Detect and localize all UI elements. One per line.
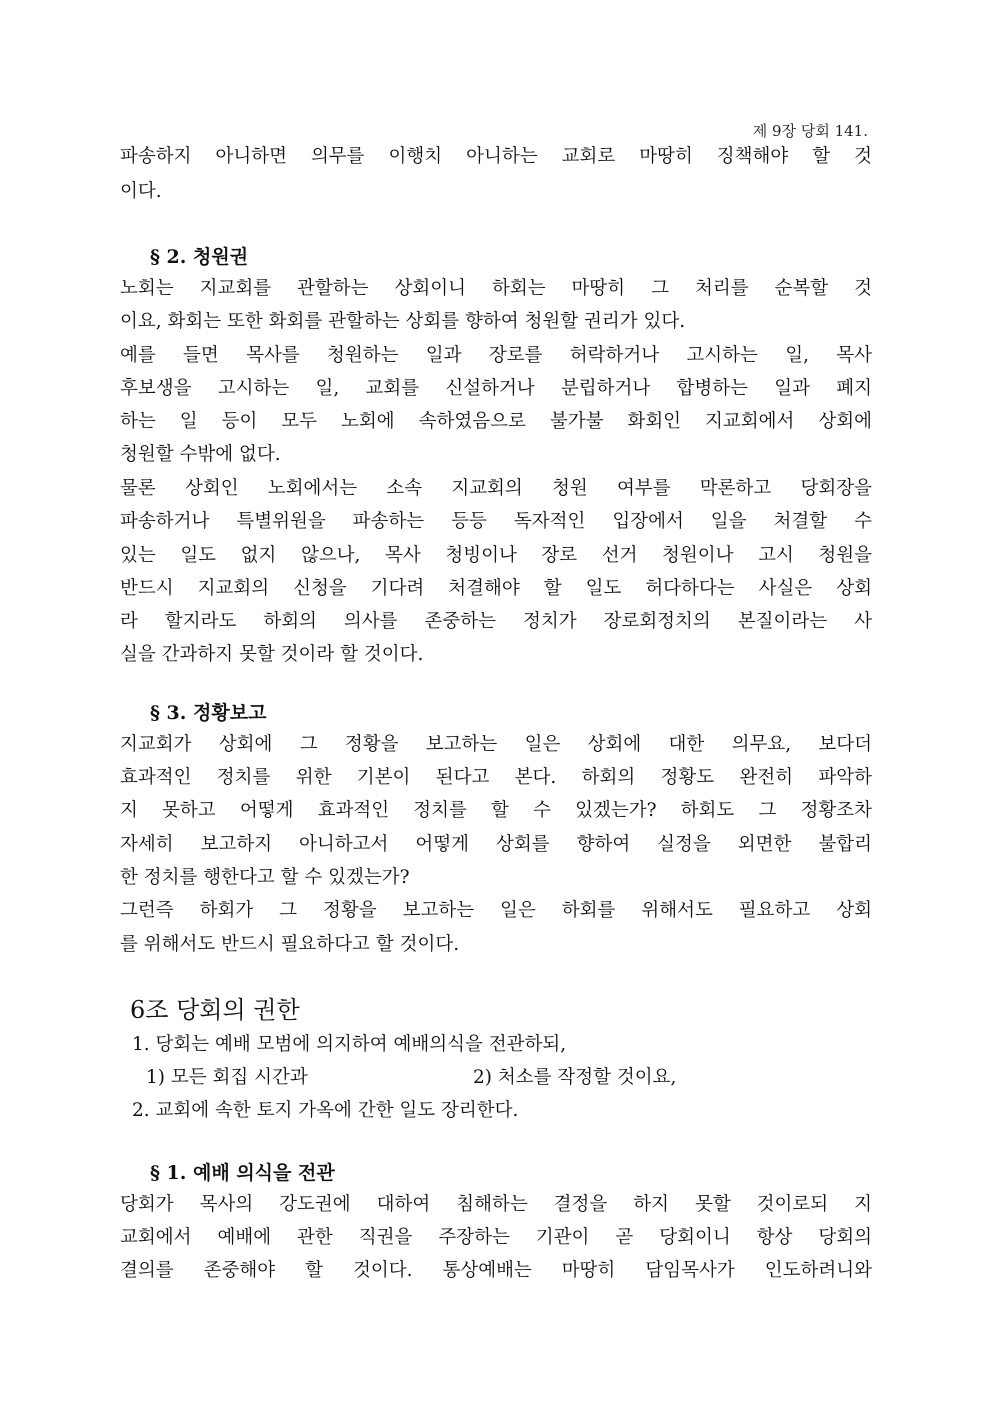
text-line: 자세히 보고하지 아니하고서 어떻게 상회를 향하여 실정을 외면한 불합리	[120, 834, 872, 855]
text-line: 지교회가 상회에 그 정황을 보고하는 일은 상회에 대한 의무요, 보다더	[120, 734, 872, 755]
text-line: 파송하거나 특별위원을 파송하는 등등 독자적인 입장에서 일을 처결할 수	[120, 511, 872, 532]
text-line: 그런즉 하회가 그 정황을 보고하는 일은 하회를 위해서도 필요하고 상회	[120, 900, 872, 921]
text-line: 파송하지 아니하면 의무를 이행치 아니하는 교회로 마땅히 징책해야 할 것	[120, 146, 872, 167]
text-line: 당회가 목사의 강도권에 대하여 침해하는 결정을 하지 못할 것이로되 지	[120, 1194, 872, 1215]
text-line: 예를 들면 목사를 청원하는 일과 장로를 허락하거나 고시하는 일, 목사	[120, 345, 872, 366]
text-line: 청원할 수밖에 없다.	[120, 444, 281, 465]
text-line: 이다.	[120, 181, 162, 202]
text-line: 후보생을 고시하는 일, 교회를 신설하거나 분립하거나 합병하는 일과 폐지	[120, 378, 872, 399]
section-title: § 2. 청원권	[150, 246, 249, 268]
article-item: 1. 당회는 예배 모범에 의지하여 예배의식을 전관하되,	[132, 1034, 567, 1055]
article-title: 6조 당회의 권한	[130, 996, 300, 1024]
article-item: 2. 교회에 속한 토지 가옥에 간한 일도 장리한다.	[132, 1100, 519, 1121]
text-line: 를 위해서도 반드시 필요하다고 할 것이다.	[120, 934, 460, 955]
text-line: 노회는 지교회를 관할하는 상회이니 하회는 마땅히 그 처리를 순복할 것	[120, 278, 872, 299]
text-line: 교회에서 예배에 관한 직권을 주장하는 기관이 곧 당회이니 항상 당회의	[120, 1227, 872, 1248]
text-line: 반드시 지교회의 신청을 기다려 처결해야 할 일도 허다하다는 사실은 상회	[120, 578, 872, 599]
text-line: 이요, 화회는 또한 화회를 관할하는 상회를 향하여 청원할 권리가 있다.	[120, 311, 686, 332]
article-subitem: 2) 처소를 작정할 것이요,	[473, 1067, 677, 1088]
page-header: 제 9장 당회 141.	[752, 122, 868, 140]
text-line: 하는 일 등이 모두 노회에 속하였음으로 불가불 화회인 지교회에서 상회에	[120, 411, 872, 432]
text-line: 결의를 존중해야 할 것이다. 통상예배는 마땅히 담임목사가 인도하려니와	[120, 1260, 872, 1281]
section-title: § 3. 정황보고	[150, 702, 267, 724]
text-line: 실을 간과하지 못할 것이라 할 것이다.	[120, 644, 424, 665]
text-line: 있는 일도 없지 않으나, 목사 청빙이나 장로 선거 청원이나 고시 청원을	[120, 545, 872, 566]
section-title: § 1. 예배 의식을 전관	[150, 1162, 335, 1184]
text-line: 물론 상회인 노회에서는 소속 지교회의 청원 여부를 막론하고 당회장을	[120, 478, 872, 499]
text-line: 한 정치를 행한다고 할 수 있겠는가?	[120, 867, 410, 888]
text-line: 효과적인 정치를 위한 기본이 된다고 본다. 하회의 정황도 완전히 파악하	[120, 767, 872, 788]
text-line: 라 할지라도 하회의 의사를 존중하는 정치가 장로회정치의 본질이라는 사	[120, 611, 872, 632]
article-subitem: 1) 모든 회집 시간과	[146, 1067, 308, 1088]
text-line: 지 못하고 어떻게 효과적인 정치를 할 수 있겠는가? 하회도 그 정황조차	[120, 800, 872, 821]
